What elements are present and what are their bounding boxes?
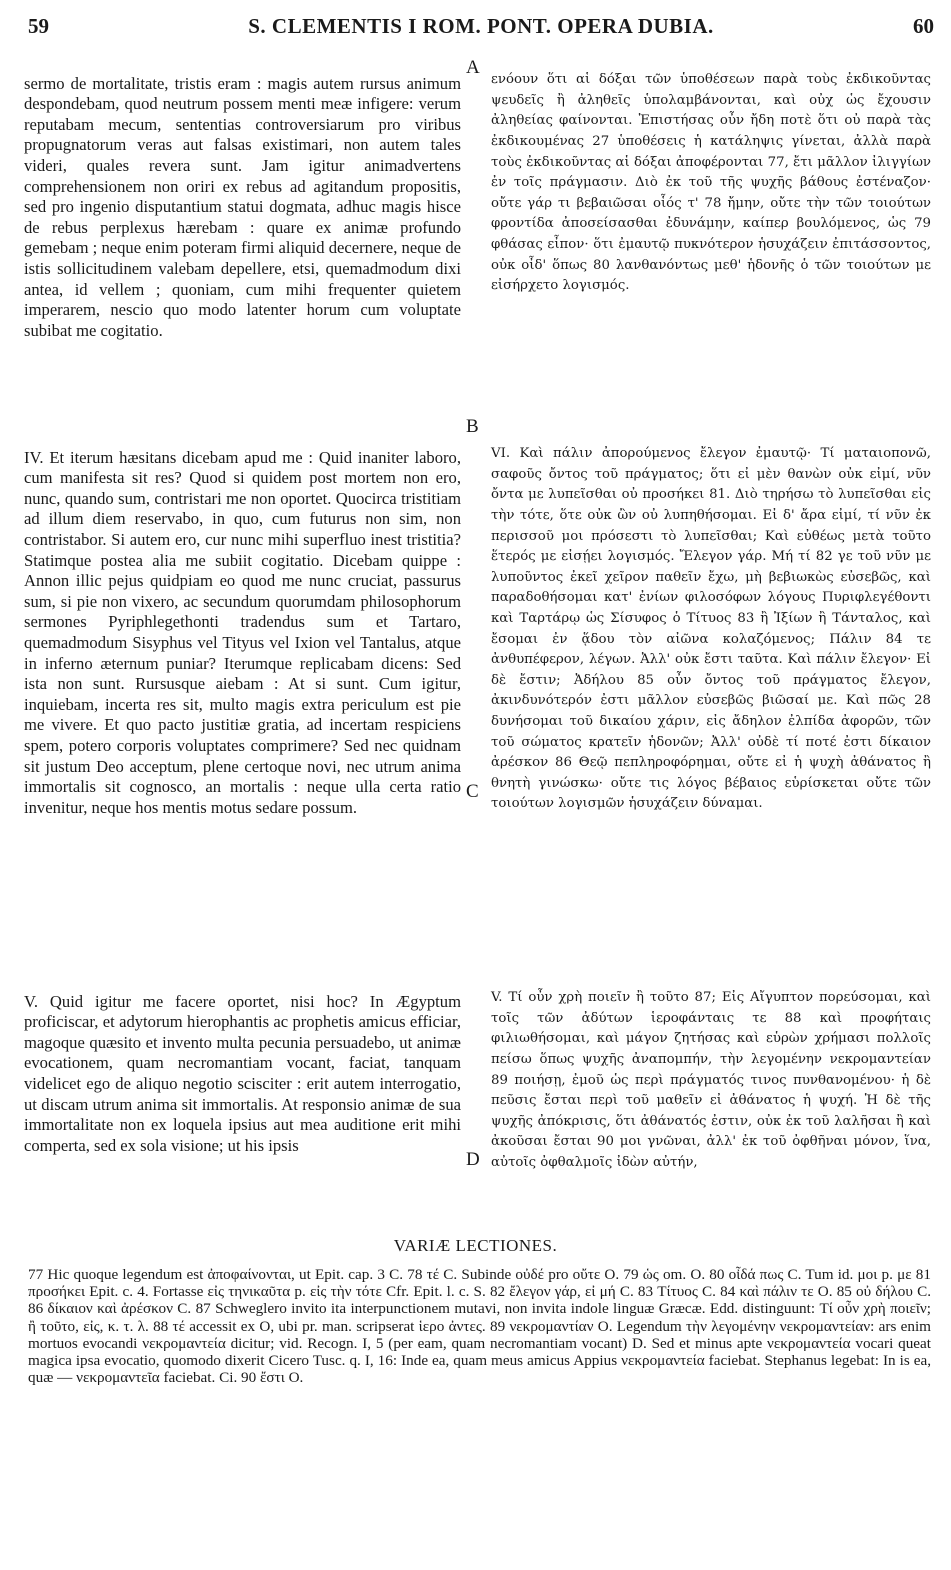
- variae-lectiones-notes: 77 Hic quoque legendum est ἀποφαίνονται, ut Epit. cap. 3 C. 78 τέ C. Subinde οὐδέ pro οὔτε O. 79 ὡς om. O. 80 οἶδά πως C. Tum id. μοι p. με 81 προσήκει Epit. c. 4. Fortasse εἰς τηνικαῦτα p. εἰς τὴν τότε Cfr. Epit. l. c. S. 82 ἔλεγον γάρ, εἰ μή C. 83 Τίτυος C. 84 καὶ πάλιν τε O. 85 οὐ δήλου C. 86 δίκαιον καὶ ἀρέσκον C. 87 Schweglero invito ita interpunctionem mutavi, non invita indole linguæ Græcæ. Edd. distinguunt: Τί οὖν χρὴ ποιεῖν; ἢ τοῦτο, εἰς, κ. τ. λ. 88 τέ accessit ex O, ubi pr. man. scripserat ἱερο ἀντες. 89 νεκρομαντίαν O. Legendum τὴν λεγομένην νεκρομαντείαν: ars enim mortuos evocandi νεκρομαντεία dicitur; vid. Recogn. I, 5 (per eam, quam necromantiam vocant) D. Sed et minus apte νεκρομαντεία vocari queat magica ipsa evocatio, quomodo dixerit Cicero Tusc. q. I, 16: Inde ea, quam meus amicus Appius νεκρομαντεία faciebat. Stephanus legebat: In is ea, quæ — νεκρομαντεῖα faciebat. Ci. 90 ἔστι O.: [28, 1266, 931, 1387]
- greek-paragraph-1: ενόουν ὅτι αἱ δόξαι τῶν ὑποθέσεων παρὰ τοὺς ἐκδικοῦντας ψευδεῖς ἢ ἀληθεῖς ὑπολαμβάνονται, καὶ οὐχ ὡς ἔχουσιν ἀληθείας φαίνονται. Ἐπιστήσας οὖν ἤδη ποτὲ ὅτι οὐ παρὰ τὰς ἐκδικουμένας 27 ὑποθέσεις ἡ κατάληψις γίνεται, ἀλλὰ παρὰ τοὺς ἐκδικοῦντας αἱ δόξαι ἀποφέρονται 77, ἔτι μᾶλλον ἰλιγγίων ἐν τοῖς πράγμασιν. Διὸ ἐκ τοῦ τῆς ψυχῆς βάθους ἐστέναζον· οὔτε γάρ τι βεβαιῶσαι οἷός τ' 78 ἤμην, οὔτε τὴν τῶν τοιούτων φροντίδα ἀποσείσασθαι ἐδυνάμην, καίπερ βουλόμενος, ὡς 79 φθάσας εἶπον· ὅτι ἐμαυτῷ πυκνότερον ἡσυχάζειν ἐπιτάσσοντος, οὐκ οἶδ' ὅπως 80 λανθανόντως μεθ' ἡδονῆς ὁ τῶν τοιούτων με εἰσήρχετο λογισμός.: [491, 72, 931, 294]
- margin-marker-c: C: [466, 781, 479, 802]
- page-number-right: 60: [913, 14, 934, 38]
- variae-lectiones-heading: VARIÆ LECTIONES.: [393, 1236, 558, 1255]
- margin-marker-a: A: [466, 57, 480, 78]
- latin-paragraph-2: IV. Et iterum hæsitans dicebam apud me : Quid inaniter laboro, cum manifesta sit res? Quod si quidem post mortem non ero, nunc, quando sum, contristari me non oportet. Quocirca tristitiam ad illum diem reservabo, in quo, cum futurus non sim, non contristabor. Si autem ero, cur nunc mihi superfluo inest tristitia? Statimque postea alia me subiit cogitatio. Dicebam quippe : Annon illic pejus quidpiam eo quod me nunc cruciat, passurus sum, si pie non vixero, ac secundum quorumdam philosophorum sermones Pyriphlegethonti tradendus sum et Tartaro, quemadmodum Sisyphus vel Tityus vel Ixion vel Tantalus, atque in inferno æternum puniar? Iterumque replicabam dicens: Sed ista non sunt. Rursusque aiebam : At si sunt. Cum igitur, inquiebam, incerta res sit, multo magis extra periculum est pie me vivere. Et quo pacto justitiæ gratia, ad incertam respiciens spem, potero corporis voluptates comprimere? Sed nec quidnam sit justum Deo acceptum, plene certoque novi, nec utrum anima immortalis sit cognosco, an mortalis : neque ulla certa ratio invenitur, neque hos mentis motus sedare possum.: [24, 447, 461, 817]
- greek-paragraph-2: VI. Καὶ πάλιν ἀπορούμενος ἔλεγον ἐμαυτῷ· Τί ματαιοπονῶ, σαφοῦς ὄντος τοῦ πράγματος; ὅτι εἰ μὲν θανὼν οὐκ εἰμί, νῦν ὄντα με λυπεῖσθαι οὐ προσήκει 81. Διὸ τηρήσω τὸ λυπεῖσθαι εἰς τὴν τότε, ὅτε οὐκ ὢν οὐ λυπηθήσομαι. Εἰ δ' ἄρα εἰμί, τί νῦν ἐκ περισσοῦ μοι πρόσεστι τὸ λυπεῖσθαι; Καὶ εὐθέως μετὰ τοῦτο ἕτερός με εἰσῄει λογισμός. Ἔλεγον γάρ. Μή τί 82 γε τοῦ νῦν με λυποῦντος ἐκεῖ χεῖρον παθεῖν ἔχω, μὴ βεβιωκὼς εὐσεβῶς, καὶ παραδοθήσομαι κατ' ἐνίων φιλοσόφων λόγους Πυριφλεγέθοντι καὶ Ταρτάρῳ ὡς Σίσυφος ὁ Τίτυος 83 ἢ Ἰξίων ἢ Τάνταλος, καὶ ἔσομαι ἐν ᾅδου τὸν αἰῶνα κολαζόμενος; Πάλιν 84 τε ἀνθυπέφερον, λέγων. Ἀλλ' οὐκ ἔστι ταῦτα. Καὶ πάλιν ἔλεγον· Εἰ δὲ ἔστιν; Ἀδήλου 85 οὖν ὄντος τοῦ πράγματος ἔλεγον, ἀκινδυνότερόν ἐστι μᾶλλον εὐσεβῶς βιῶσαί με. Καὶ πῶς 28 δυνήσομαι τοῦ δικαίου χάριν, εἰς ἄδηλον ἐλπίδα ἀφορῶν, τῶν τοῦ σώματος κρατεῖν ἡδονῶν; Ἀλλ' οὐδὲ τί ποτέ ἐστι δίκαιον ἀρέσκον 86 Θεῷ πεπληροφόρημαι, οὔτε εἰ ἡ ψυχὴ ἀθάνατος ἢ θνητὴ γινώσκω· οὔτε τις λόγος βέβαιος εὑρίσκεται οὔτε τῶν τοιούτων λογισμῶν ἡσυχάζειν δύναμαι.: [491, 446, 931, 812]
- running-header: [28, 14, 934, 40]
- running-title: S. CLEMENTIS I ROM. PONT. OPERA DUBIA.: [248, 14, 714, 38]
- margin-marker-b: B: [466, 416, 479, 437]
- latin-paragraph-1: sermo de mortalitate, tristis eram : magis autem rursus animum despondebam, quod neutrum possem menti meæ infigere: verum reputabam mecum, sententias controversiarum pro viribus propugnatorum veras aut falsas existimari, non autem tales videri, quales revera sunt. Jam igitur animadvertens comprehensionem non oriri ex rebus ad agitandum propositis, sed pro ingenio disputantium statui dogmata, adhuc magis hisce de rebus perplexus hærebam : quare ex animæ profundo gemebam ; neque enim poteram firmi aliquid decernere, neque de istis sollicitudinem valebam depellere, etsi, quemadmodum dixi antea, id vellem ; quoniam, cum mihi frequenter quietem imperarem, nescio quo modo latenter horum cum voluptate subibat me cogitatio.: [24, 73, 461, 340]
- greek-paragraph-3: V. Τί οὖν χρὴ ποιεῖν ἢ τοῦτο 87; Εἰς Αἴγυπτον πορεύσομαι, καὶ τοῖς τῶν ἀδύτων ἱεροφάνταις τε 88 καὶ προφήταις φιλιωθήσομαι, καὶ μάγον ζητήσας καὶ εὑρὼν χρήμασι πολλοῖς πείσω ὅπως ψυχῆς ἀναπομπήν, τὴν λεγομένην νεκρομαντείαν 89 ποιήσῃ, ἐμοῦ ὡς περὶ πράγματός τινος πυνθανομένου· ἡ δὲ πεῦσις ἔσται περὶ τοῦ μαθεῖν εἰ ἀθάνατος ἡ ψυχή. Ἡ δὲ τῆς ψυχῆς ἀπόκρισις, ὅτι ἀθάνατός ἐστιν, οὐκ ἐκ τοῦ λαλῆσαι ἢ καὶ ἀκοῦσαι ἔσται 90 μοι γνῶναι, ἀλλ' ἐκ τοῦ ὀφθῆναι μόνον, ἵνα, αὐτοῖς ὀφθαλμοῖς ἰδὼν αὐτήν,: [491, 990, 931, 1171]
- page-number-left: 59: [28, 14, 49, 38]
- latin-paragraph-3: V. Quid igitur me facere oportet, nisi hoc? In Ægyptum proficiscar, et adytorum hierophantis ac prophetis amicus efficiar, magoque quæsito et invento multa pecunia persuadebo, ut animæ evocationem, quam necromantiam vocant, faciat, tanquam videlicet ego de aliquo negotio scisciter : erit autem interrogatio, ut discam utrum anima sit immortalis. At responsio animæ de sua immortalitate non ex loquela ipsius aut mea auditione erit mihi comperta, sed ex sola visione; ut his ipsis: [24, 991, 461, 1155]
- margin-marker-d: D: [466, 1149, 480, 1170]
